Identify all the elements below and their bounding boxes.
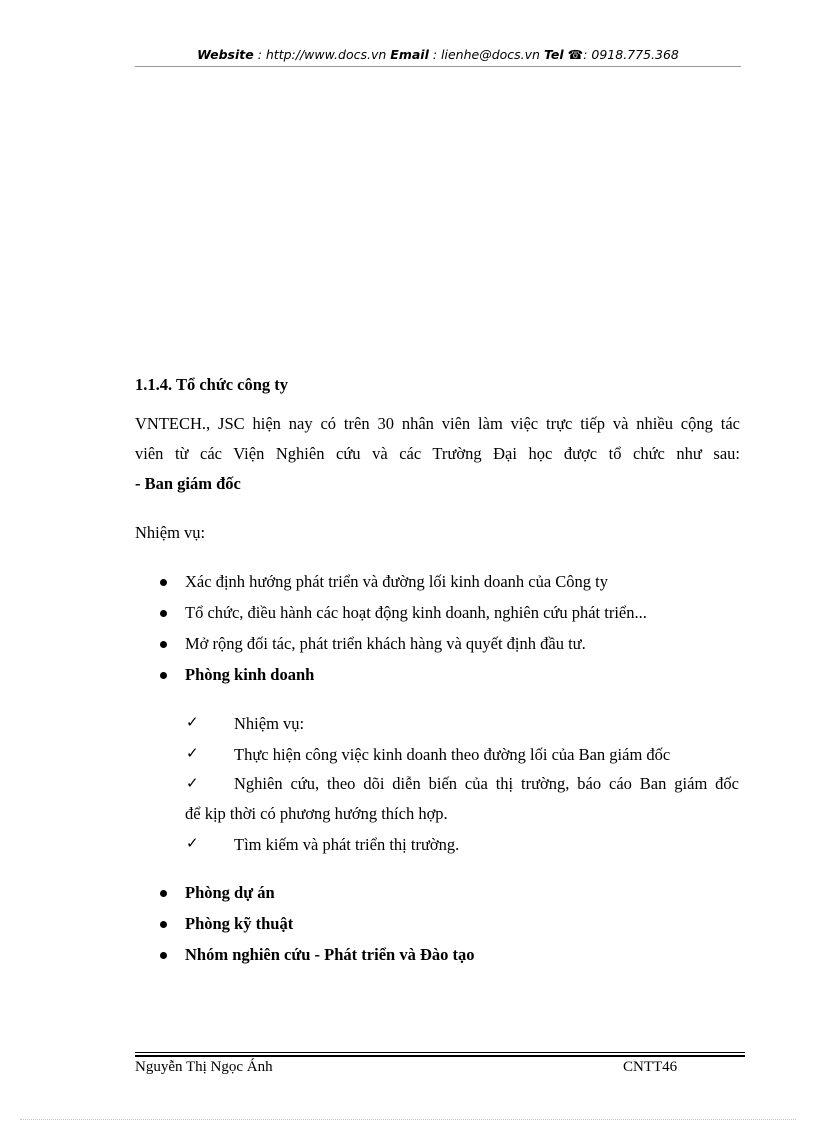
check-item-3: Nghiên cứu, theo dõi diễn biến của thị trường, báo cáo Ban giám đốc	[234, 774, 739, 793]
footer-author: Nguyễn Thị Ngọc Ánh	[135, 1059, 273, 1075]
department-item-3: Nhóm nghiên cứu - Phát triển và Đào tạo	[185, 945, 475, 964]
bullet-icon	[160, 610, 167, 617]
duty-item-3: Mở rộng đối tác, phát triển khách hàng và quyết định đầu tư.	[185, 634, 586, 653]
check-icon: ✓	[186, 713, 199, 731]
page-header	[135, 47, 741, 62]
bullet-icon	[160, 921, 167, 928]
section-heading: 1.1.4. Tổ chức công ty	[135, 375, 289, 394]
email-label: Email	[390, 47, 429, 62]
duty-item-2: Tổ chức, điều hành các hoạt động kinh doanh, nghiên cứu phát triển...	[185, 603, 647, 622]
email-value: : lienhe@docs.vn	[432, 47, 540, 62]
check-item-2: Thực hiện công việc kinh doanh theo đường lối của Ban giám đốc	[234, 745, 671, 764]
check-item-3-continued: để kịp thời có phương hướng thích hợp.	[185, 804, 448, 823]
bullet-icon	[160, 890, 167, 897]
check-item-1: Nhiệm vụ:	[234, 714, 305, 733]
intro-line-2: viên từ các Viện Nghiên cứu và các Trường Đại học được tổ chức như sau:	[135, 444, 740, 463]
footer-rule	[135, 1052, 745, 1053]
bullet-icon	[160, 672, 167, 679]
department-item-1: Phòng dự án	[185, 883, 275, 902]
bullet-icon	[160, 579, 167, 586]
page-bottom-edge	[20, 1119, 796, 1120]
phong-kinh-doanh-heading: Phòng kinh doanh	[185, 665, 315, 684]
website-value: : http://www.docs.vn	[257, 47, 387, 62]
nhiem-vu-label: Nhiệm vụ:	[135, 523, 206, 542]
bullet-icon	[160, 641, 167, 648]
duty-item-1: Xác định hướng phát triển và đường lối kinh doanh của Công ty	[185, 572, 609, 591]
tel-value: : 0918.775.368	[583, 47, 679, 62]
tel-label: Tel	[543, 47, 564, 62]
check-icon: ✓	[186, 774, 199, 792]
header-rule	[135, 66, 741, 67]
footer-class-code: CNTT46	[623, 1059, 678, 1075]
phone-icon: ☎	[567, 47, 584, 62]
department-item-2: Phòng kỹ thuật	[185, 914, 294, 933]
bullet-icon	[160, 952, 167, 959]
ban-giam-doc-heading: - Ban giám đốc	[135, 474, 241, 493]
check-icon: ✓	[186, 744, 199, 762]
website-label: Website	[197, 47, 254, 62]
check-icon: ✓	[186, 834, 199, 852]
intro-line-1: VNTECH., JSC hiện nay có trên 30 nhân viên làm việc trực tiếp và nhiều cộng tác	[135, 414, 740, 433]
footer-rule-thick	[135, 1055, 745, 1057]
check-item-4: Tìm kiếm và phát triển thị trường.	[234, 835, 460, 854]
